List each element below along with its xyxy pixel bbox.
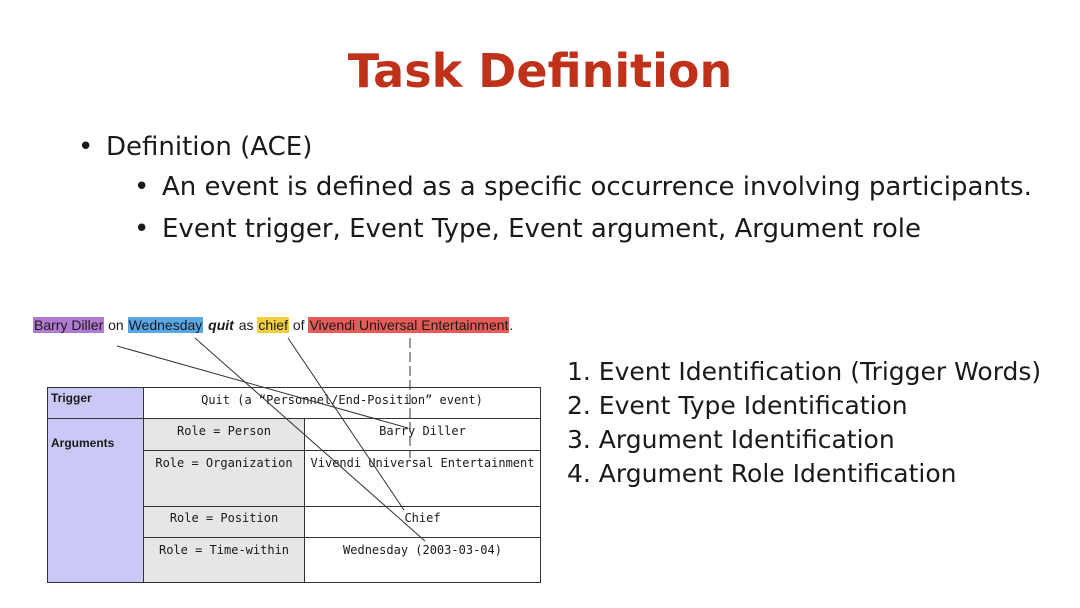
bullet-dot: •: [134, 214, 150, 244]
trigger-value: Quit (a “Personnel/End-Position” event): [201, 393, 483, 407]
entity-time: Wednesday: [128, 317, 203, 333]
role-label: Role = Organization: [155, 456, 293, 470]
argument-value: Vivendi Universal Entertainment: [310, 456, 535, 470]
bullet-sub-1-text: An event is defined as a specific occurrence involving participants.: [162, 172, 1032, 202]
sentence-text: of: [288, 317, 309, 333]
connector-position: [288, 338, 404, 510]
entity-organization: Vivendi Universal Entertainment: [309, 317, 509, 333]
role-label: Role = Person: [177, 424, 271, 438]
trigger-header: Trigger: [51, 391, 92, 405]
bullet-main-text: Definition (ACE): [106, 132, 313, 162]
argument-value: Chief: [404, 511, 441, 525]
sentence-period: .: [509, 317, 514, 333]
step-item: 1. Event Identification (Trigger Words): [567, 357, 1042, 386]
entity-person: Barry Diller: [34, 317, 104, 333]
role-label: Role = Time-within: [158, 543, 290, 557]
role-label: Role = Position: [169, 511, 279, 525]
bullet-dot: •: [134, 172, 150, 202]
connector-person: [117, 346, 408, 428]
bullet-dot: •: [78, 132, 94, 162]
sentence-text: on: [104, 317, 128, 333]
trigger-word: quit: [208, 317, 234, 333]
step-item: 4. Argument Role Identification: [567, 459, 957, 488]
sentence-text: as: [234, 317, 258, 333]
argument-value: Barry Diller: [379, 424, 466, 438]
step-item: 3. Argument Identification: [567, 425, 895, 454]
slide-title: Task Definition: [347, 44, 733, 98]
bullet-sub-2-text: Event trigger, Event Type, Event argument, Argument role: [162, 214, 922, 244]
step-item: 2. Event Type Identification: [567, 391, 908, 420]
argument-value: Wednesday (2003-03-04): [343, 543, 502, 557]
entity-position: chief: [258, 317, 288, 333]
arguments-header: Arguments: [51, 436, 115, 450]
connector-time: [195, 338, 425, 541]
